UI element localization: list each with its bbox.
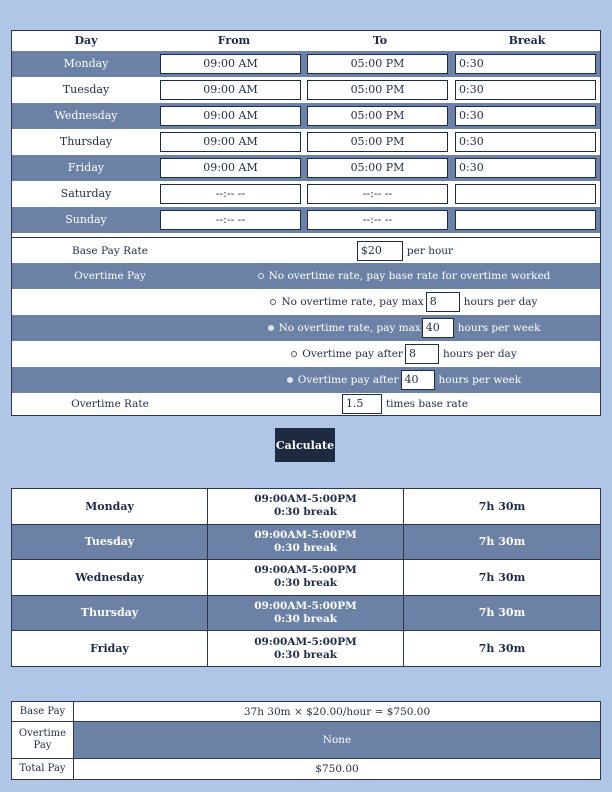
table-row <box>12 489 600 525</box>
option-suffix: hours per week <box>438 374 522 386</box>
option-suffix: hours per day <box>463 296 538 308</box>
summary-total-pay-row <box>12 759 600 779</box>
max-hours-week-input[interactable]: 40 <box>422 318 454 338</box>
from-input-tuesday[interactable]: 09:00 AM <box>160 80 301 100</box>
from-input-monday[interactable]: 09:00 AM <box>160 54 301 74</box>
break-input-friday[interactable]: 0:30 <box>455 158 596 178</box>
result-range: 09:00AM-5:00PM <box>254 493 357 506</box>
from-input-thursday[interactable]: 09:00 AM <box>160 132 301 152</box>
option-text: No overtime rate, pay max <box>278 322 421 334</box>
overtime-option-5[interactable] <box>208 367 600 393</box>
base-pay-label: Base Pay Rate <box>72 245 148 257</box>
result-day: Thursday <box>12 596 208 631</box>
radio-selected-icon[interactable] <box>268 325 274 331</box>
break-input-tuesday[interactable]: 0:30 <box>455 80 596 100</box>
result-break: 0:30 break <box>273 506 338 519</box>
to-input-sunday[interactable]: --:-- -- <box>307 210 448 230</box>
result-total: 7h 30m <box>478 642 526 656</box>
summary-base-pay-row <box>12 702 600 722</box>
day-label: Wednesday <box>54 109 118 122</box>
result-break: 0:30 break <box>273 648 338 661</box>
result-range-cell <box>208 596 404 631</box>
summary-table <box>11 701 601 780</box>
break-input-thursday[interactable]: 0:30 <box>455 132 596 152</box>
result-range: 09:00AM-5:00PM <box>254 599 357 612</box>
result-range-cell <box>208 489 404 524</box>
header-from: From <box>217 34 251 47</box>
table-row <box>12 631 600 667</box>
overtime-rate-suffix: times base rate <box>385 398 469 410</box>
result-day: Monday <box>12 489 208 524</box>
option-text: Overtime pay after <box>297 374 399 386</box>
to-input-wednesday[interactable]: 05:00 PM <box>307 106 448 126</box>
overtime-option-4[interactable] <box>208 341 600 367</box>
day-label: Thursday <box>59 135 113 148</box>
header-to: To <box>372 34 388 47</box>
result-break: 0:30 break <box>273 577 338 590</box>
overtime-pay-label: Overtime Pay <box>74 270 146 282</box>
result-range-cell <box>208 560 404 595</box>
base-pay-suffix: per hour <box>406 245 454 257</box>
option-text: Overtime pay after <box>302 348 403 360</box>
to-input-friday[interactable]: 05:00 PM <box>307 158 448 178</box>
overtime-option-row-1 <box>12 263 600 289</box>
table-row <box>12 525 600 561</box>
overtime-option-row-4 <box>12 341 600 367</box>
summary-overtime-pay-row <box>12 722 600 759</box>
overtime-after-week-input[interactable]: 40 <box>401 370 435 390</box>
day-row-tuesday <box>12 77 600 103</box>
day-label: Sunday <box>65 213 107 226</box>
day-label: Friday <box>67 161 105 174</box>
result-break: 0:30 break <box>273 612 338 625</box>
radio-icon[interactable] <box>270 299 276 305</box>
day-row-wednesday <box>12 103 600 129</box>
break-input-saturday[interactable] <box>455 184 596 204</box>
from-input-friday[interactable]: 09:00 AM <box>160 158 301 178</box>
overtime-option-row-5 <box>12 367 600 393</box>
table-row <box>12 596 600 632</box>
summary-overtime-pay-value: None <box>322 734 352 746</box>
break-input-sunday[interactable] <box>455 210 596 230</box>
overtime-option-row-3 <box>12 315 600 341</box>
day-row-sunday <box>12 207 600 233</box>
radio-selected-icon[interactable] <box>287 377 293 383</box>
overtime-after-day-input[interactable]: 8 <box>405 344 439 364</box>
summary-base-pay-label: Base Pay <box>12 702 74 721</box>
result-total: 7h 30m <box>478 535 526 549</box>
result-day: Wednesday <box>12 560 208 595</box>
table-row <box>12 560 600 596</box>
radio-icon[interactable] <box>258 273 264 279</box>
break-input-monday[interactable]: 0:30 <box>455 54 596 74</box>
overtime-option-row-2 <box>12 289 600 315</box>
to-input-monday[interactable]: 05:00 PM <box>307 54 448 74</box>
day-row-monday <box>12 51 600 77</box>
from-input-wednesday[interactable]: 09:00 AM <box>160 106 301 126</box>
day-row-thursday <box>12 129 600 155</box>
result-total: 7h 30m <box>478 606 526 620</box>
option-suffix: hours per week <box>457 322 541 334</box>
summary-total-pay-value: $750.00 <box>315 763 359 775</box>
base-pay-input[interactable]: $20 <box>357 241 403 261</box>
break-input-wednesday[interactable]: 0:30 <box>455 106 596 126</box>
overtime-option-1[interactable] <box>208 263 600 289</box>
overtime-option-3[interactable] <box>208 315 600 341</box>
calculate-button[interactable]: Calculate <box>275 428 335 462</box>
summary-overtime-pay-label: Overtime Pay <box>12 722 74 758</box>
option-text: No overtime rate, pay base rate for overtime worked <box>268 270 551 282</box>
from-input-saturday[interactable]: --:-- -- <box>160 184 301 204</box>
overtime-rate-label: Overtime Rate <box>71 398 149 410</box>
option-text: No overtime rate, pay max <box>281 296 424 308</box>
max-hours-day-input[interactable]: 8 <box>426 292 460 312</box>
result-break: 0:30 break <box>273 541 338 554</box>
header-break: Break <box>508 34 546 47</box>
day-label: Saturday <box>60 187 112 200</box>
summary-base-pay-value: 37h 30m × $20.00/hour = $750.00 <box>243 705 431 718</box>
to-input-thursday[interactable]: 05:00 PM <box>307 132 448 152</box>
result-range: 09:00AM-5:00PM <box>254 564 357 577</box>
result-range-cell <box>208 525 404 560</box>
day-row-saturday <box>12 181 600 207</box>
header-day: Day <box>74 34 98 47</box>
option-suffix: hours per day <box>442 348 517 360</box>
schedule-header <box>12 31 600 51</box>
to-input-tuesday[interactable]: 05:00 PM <box>307 80 448 100</box>
radio-icon[interactable] <box>291 351 297 357</box>
result-total: 7h 30m <box>478 499 526 513</box>
to-input-saturday[interactable]: --:-- -- <box>307 184 448 204</box>
summary-total-pay-label: Total Pay <box>12 759 74 779</box>
from-input-sunday[interactable]: --:-- -- <box>160 210 301 230</box>
overtime-rate-row <box>12 391 600 417</box>
result-day: Friday <box>12 631 208 667</box>
result-range: 09:00AM-5:00PM <box>254 528 357 541</box>
results-table <box>11 488 601 667</box>
day-row-friday <box>12 155 600 181</box>
overtime-option-2[interactable] <box>208 289 600 315</box>
result-day: Tuesday <box>12 525 208 560</box>
result-range-cell <box>208 631 404 667</box>
schedule-panel <box>11 30 601 416</box>
overtime-rate-input[interactable]: 1.5 <box>342 394 382 414</box>
result-total: 7h 30m <box>478 570 526 584</box>
day-label: Monday <box>63 57 109 70</box>
day-label: Tuesday <box>62 83 110 96</box>
base-pay-row <box>12 237 600 263</box>
result-range: 09:00AM-5:00PM <box>254 635 357 648</box>
